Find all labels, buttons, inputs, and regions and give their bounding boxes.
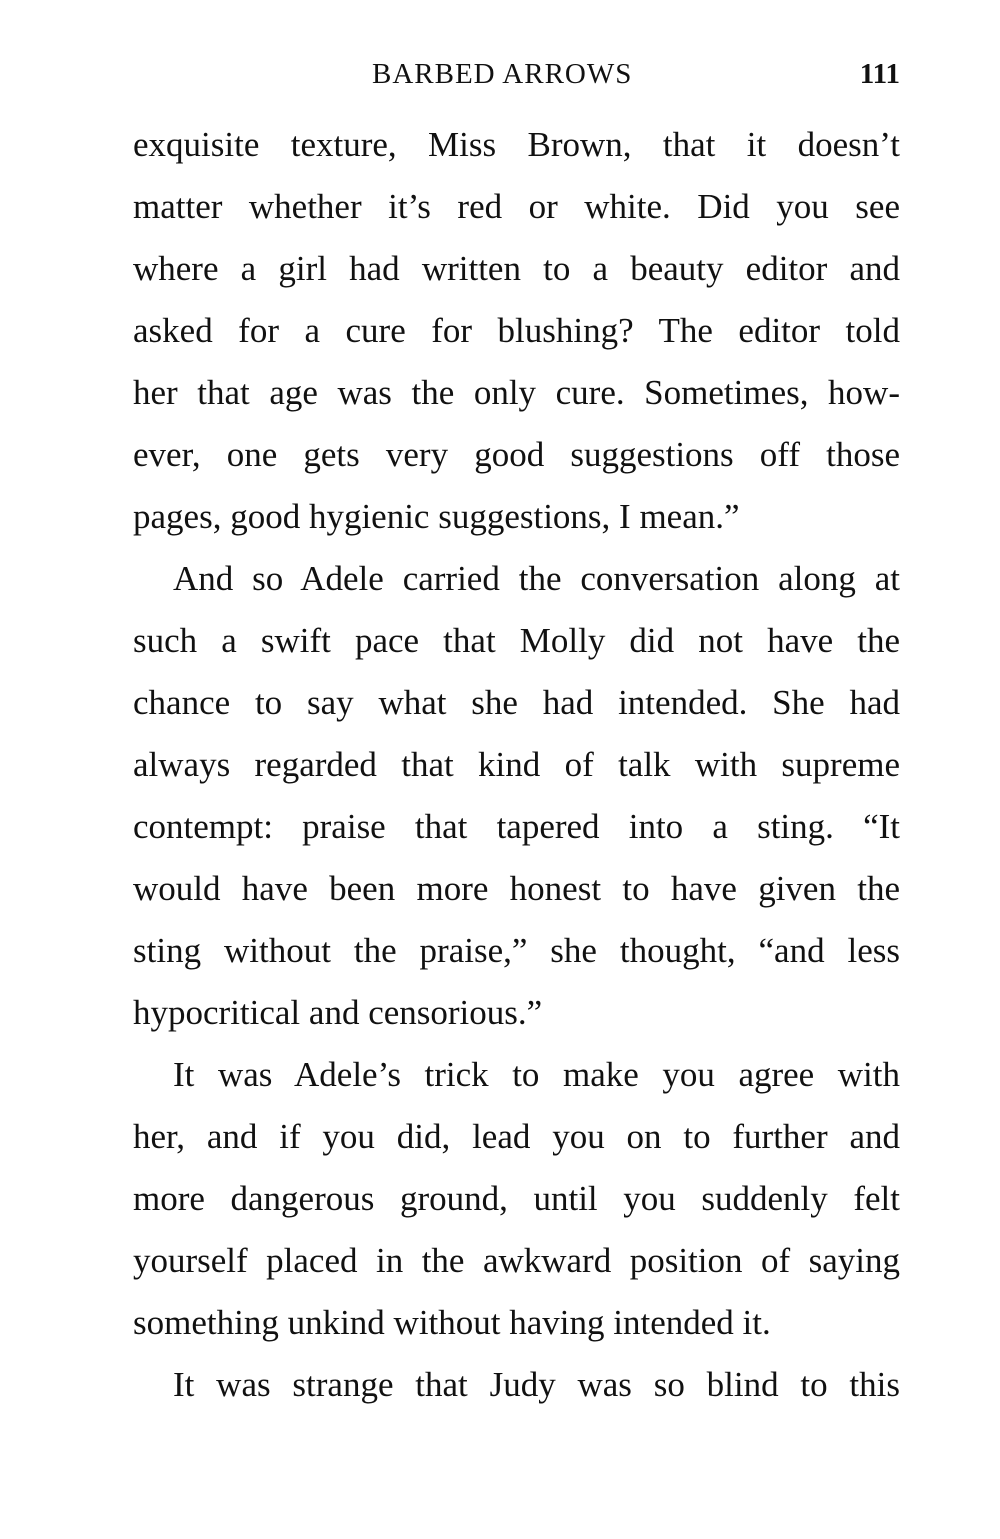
text-line: such a swift pace that Molly did not have the: [133, 621, 900, 660]
text-line: pages, good hygienic suggestions, I mean.”: [133, 497, 740, 536]
page-number: 111: [859, 58, 900, 90]
text-line: always regarded that kind of talk with supreme: [133, 745, 900, 784]
text-line: her that age was the only cure. Sometimes, how-: [133, 373, 900, 412]
text-line: her, and if you did, lead you on to further and: [133, 1117, 900, 1156]
text-line: where a girl had written to a beauty editor and: [133, 249, 900, 288]
paragraph-start-line: And so Adele carried the conversation along at: [173, 559, 900, 598]
text-line: exquisite texture, Miss Brown, that it doesn’t: [133, 125, 900, 164]
text-line: asked for a cure for blushing? The editor told: [133, 311, 900, 350]
text-line: more dangerous ground, until you suddenly felt: [133, 1179, 900, 1218]
text-line: ever, one gets very good suggestions off those: [133, 435, 900, 474]
text-line: contempt: praise that tapered into a sting. “It: [133, 807, 900, 846]
paragraph-start-line: It was Adele’s trick to make you agree with: [173, 1055, 900, 1094]
text-line: chance to say what she had intended. She had: [133, 683, 900, 722]
text-line: yourself placed in the awkward position of saying: [133, 1241, 900, 1280]
body-text: [133, 114, 900, 1416]
running-header: [0, 58, 1000, 98]
text-line: hypocritical and censorious.”: [133, 993, 543, 1032]
text-line: would have been more honest to have given the: [133, 869, 900, 908]
text-line: something unkind without having intended it.: [133, 1303, 771, 1342]
paragraph-start-line: It was strange that Judy was so blind to this: [173, 1365, 900, 1404]
text-line: matter whether it’s red or white. Did you see: [133, 187, 900, 226]
text-line: sting without the praise,” she thought, “and less: [133, 931, 900, 970]
running-title: BARBED ARROWS: [372, 58, 633, 90]
